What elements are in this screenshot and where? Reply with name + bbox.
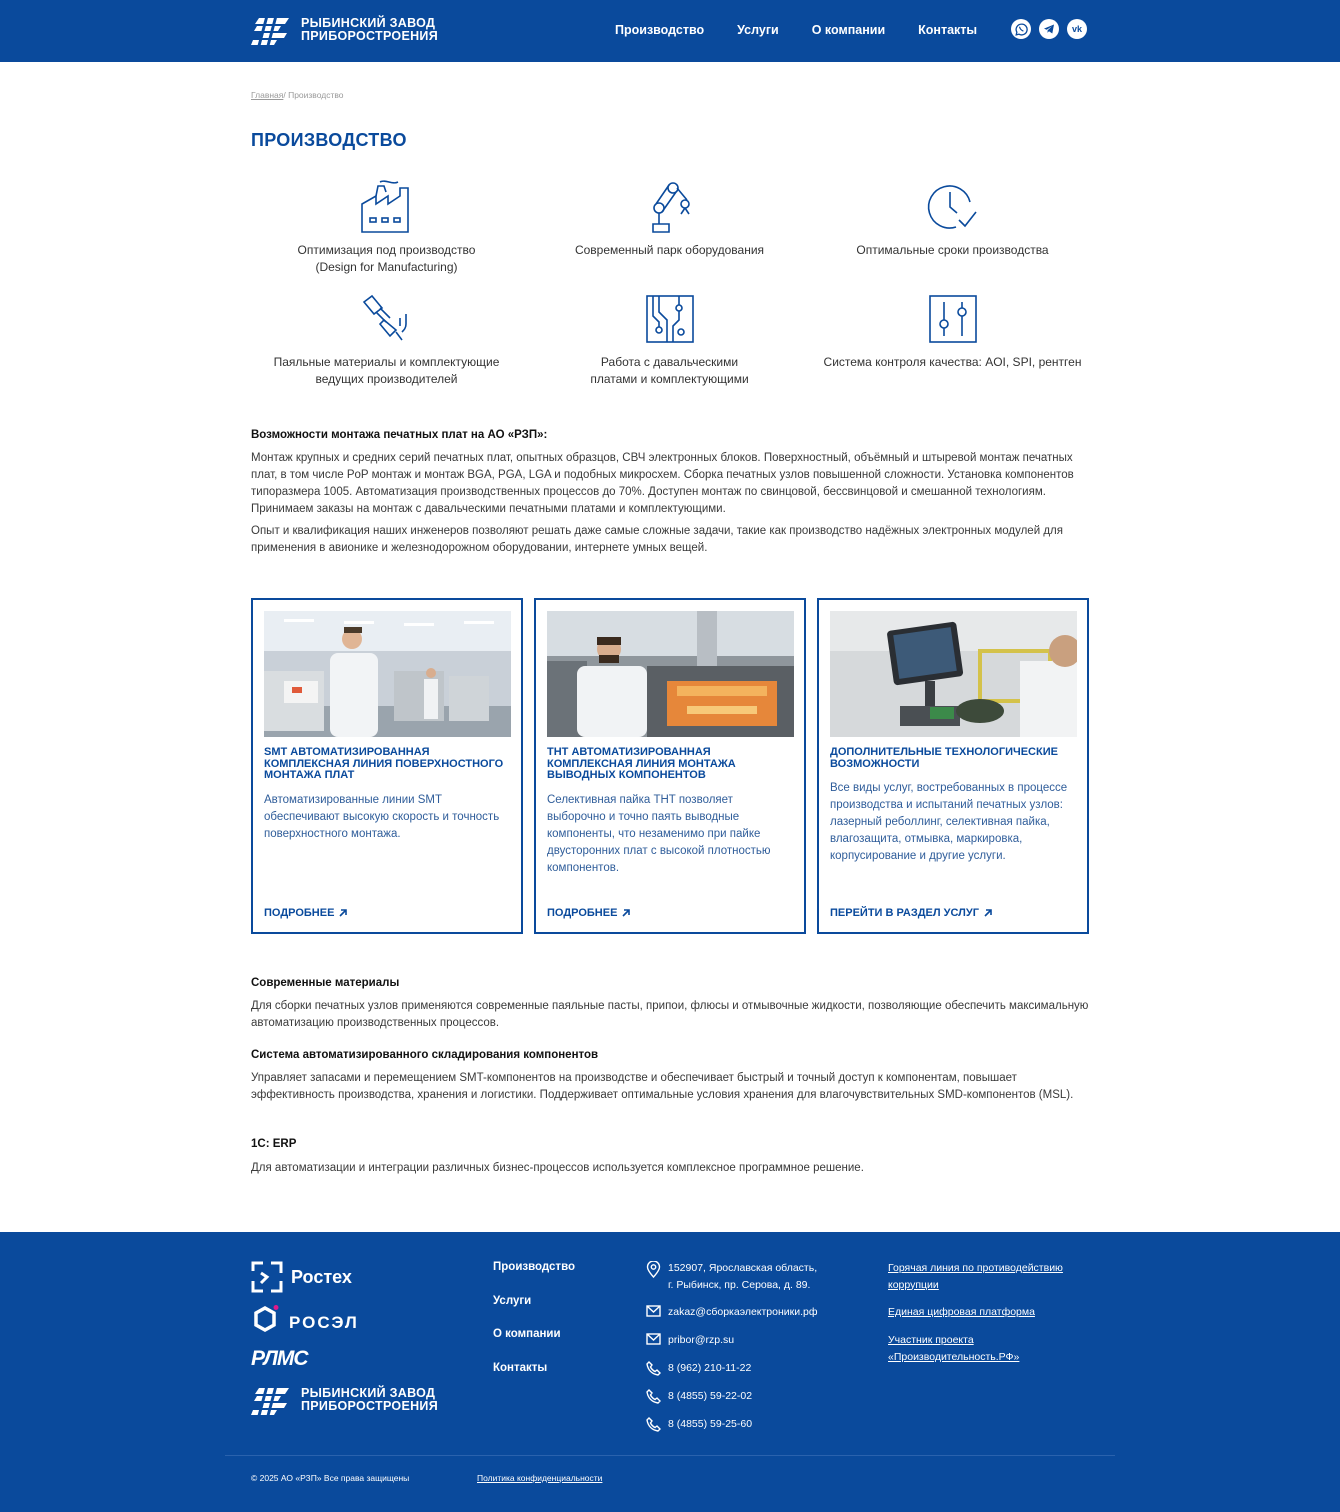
arrow-up-right-icon xyxy=(621,908,631,918)
phone-icon xyxy=(646,1361,661,1376)
storage-heading: Система автоматизированного складирования компонентов xyxy=(251,1049,599,1061)
page-title: ПРОИЗВОДСТВО xyxy=(251,130,407,150)
feature-item xyxy=(811,292,1094,371)
phone-icon xyxy=(646,1417,661,1432)
contact-phone-2[interactable] xyxy=(646,1388,752,1405)
email-text: zakaz@сборкаэлектроники.рф xyxy=(668,1306,818,1318)
contact-address xyxy=(646,1260,817,1293)
logo-line-2: ПРИБОРОСТРОЕНИЯ xyxy=(301,29,438,43)
footer-nav-production[interactable]: Производство xyxy=(493,1261,576,1273)
location-pin-icon xyxy=(646,1261,661,1278)
robot-arm-icon xyxy=(643,180,697,234)
smt-line-photo xyxy=(264,611,511,737)
rostec-logo-icon xyxy=(251,1261,283,1293)
card-title: ДОПОЛНИТЕЛЬНЫЕ ТЕХНОЛОГИЧЕСКИЕ ВОЗМОЖНОСТИ xyxy=(830,746,1058,770)
contact-phone-1[interactable] xyxy=(646,1360,751,1377)
nav-about[interactable]: О компании xyxy=(811,23,886,37)
breadcrumb-home[interactable]: Главная xyxy=(251,90,284,100)
feature-text: Паяльные материалы и комплектующие ведущих производителей xyxy=(273,355,500,386)
feature-item xyxy=(528,292,811,388)
social-links xyxy=(1011,19,1095,39)
privacy-policy-link[interactable]: Политика конфиденциальности xyxy=(477,1473,603,1483)
email-text: pribor@rzp.su xyxy=(668,1334,735,1346)
materials-text: Для сборки печатных узлов применяются современные паяльные пасты, припои, флюсы и отмывочные жидкости, позволяющие обеспечить максимальную автоматизацию производственных процессов. xyxy=(251,1000,1089,1029)
feature-text: Система контроля качества: AOI, SPI, рентген xyxy=(823,355,1082,369)
factory-icon xyxy=(360,180,414,234)
card-description: Селективная пайка THT позволяет выборочно и точно паять выводные компоненты, что незаменимо при пайке двусторонних плат с высокой плотностью компонентов. xyxy=(547,793,771,874)
site-header xyxy=(0,0,1340,62)
logo-text xyxy=(301,1387,438,1413)
capabilities-paragraph-1: Монтаж крупных и средних серий печатных плат, опытных образцов, СВЧ электронных блоков. Поверхностный, объёмный и штыревой монтаж печатных плат, в том числе PoP монтаж и монтаж BGA, PGA, LGA и подобных микросхем. Сборка печатных узлов повышенной сложности. Установка компонентов типоразмера 1005. Автоматизация производственных процессов до 70%. Доступен монтаж по свинцовой, бессвинцовой и смешанной технологиям. Принимаем заказы на монтаж с давальческими печатными платами и комплектующими. xyxy=(251,452,1074,515)
services-section-link[interactable] xyxy=(830,907,993,919)
telegram-icon[interactable] xyxy=(1039,19,1059,39)
card-more-link[interactable] xyxy=(264,907,348,919)
feature-text: Работа с давальческими платами и комплектующими xyxy=(590,355,749,386)
card-link-label: ПОДРОБНЕЕ xyxy=(264,907,335,919)
feature-text: Современный парк оборудования xyxy=(574,243,765,257)
nav-production[interactable]: Производство xyxy=(615,23,705,37)
rostec-label: Ростех xyxy=(291,1266,352,1287)
logo-text xyxy=(301,17,438,43)
storage-text: Управляет запасами и перемещением SMT-компонентов на производстве и обеспечивает быстрый и точный доступ к компонентам, повышает эффективность производства, хранения и логистики. Поддерживает оптимальные условия хранения для влагочувствительных SMD-компонентов (MSL). xyxy=(251,1072,1074,1101)
rzp-logo-icon xyxy=(251,14,291,46)
circuit-board-icon xyxy=(643,292,697,346)
tht-line-photo xyxy=(547,611,794,737)
feature-text: Оптимальные сроки производства xyxy=(856,243,1049,257)
arrow-up-right-icon xyxy=(983,908,993,918)
address-text: 152907, Ярославская область, г. Рыбинск, пр. Серова, д. 89. xyxy=(668,1262,818,1291)
breadcrumb-current: Производство xyxy=(288,90,344,100)
card-link-label: ПЕРЕЙТИ В РАЗДЕЛ УСЛУГ xyxy=(830,907,979,919)
partner-rosel[interactable] xyxy=(251,1305,359,1333)
feature-text: Оптимизация под производство (Design for Manufacturing) xyxy=(297,243,476,274)
breadcrumb xyxy=(251,90,344,100)
partner-rlms[interactable] xyxy=(251,1347,308,1371)
rosel-label: РОСЭЛ xyxy=(289,1313,359,1332)
feature-item xyxy=(528,180,811,259)
footer-nav xyxy=(493,1261,575,1395)
main-nav xyxy=(615,23,1010,37)
anticorruption-hotline-link[interactable]: Горячая линия по противодействию коррупции xyxy=(888,1262,1063,1291)
arrow-up-right-icon xyxy=(338,908,348,918)
site-logo[interactable] xyxy=(251,14,438,46)
card-more-link[interactable] xyxy=(547,907,631,919)
microscope-photo xyxy=(830,611,1077,737)
card-smt xyxy=(251,598,523,934)
contact-email-1[interactable] xyxy=(646,1304,818,1321)
feature-item xyxy=(245,292,528,388)
vk-icon[interactable] xyxy=(1067,19,1087,39)
phone-text: 8 (962) 210-11-22 xyxy=(668,1362,752,1374)
card-additional xyxy=(817,598,1089,934)
site-footer xyxy=(0,1232,1340,1512)
card-title: THT АВТОМАТИЗИРОВАННАЯ КОМПЛЕКСНАЯ ЛИНИЯ МОНТАЖА ВЫВОДНЫХ КОМПОНЕНТОВ xyxy=(547,746,736,781)
card-tht xyxy=(534,598,806,934)
breadcrumb-separator: / xyxy=(283,90,289,100)
nav-contacts[interactable]: Контакты xyxy=(918,23,978,37)
sliders-icon xyxy=(926,292,980,346)
capabilities-paragraph-2: Опыт и квалификация наших инженеров позволяют решать даже самые сложные задачи, такие как производство надёжных электронных модулей для применения в авионике и железнодорожном оборудовании, интернете умных вещей. xyxy=(251,525,1063,554)
feature-item xyxy=(245,180,528,276)
footer-nav-services[interactable]: Услуги xyxy=(493,1294,532,1307)
capabilities-heading: Возможности монтажа печатных плат на АО «РЗП»: xyxy=(251,429,548,441)
phone-text: 8 (4855) 59-22-02 xyxy=(668,1390,753,1402)
logo-line-1: РЫБИНСКИЙ ЗАВОД xyxy=(301,16,436,30)
rzp-logo-icon xyxy=(251,1384,291,1416)
nav-services[interactable]: Услуги xyxy=(737,23,779,37)
card-title: SMT АВТОМАТИЗИРОВАННАЯ КОМПЛЕКСНАЯ ЛИНИЯ ПОВЕРХНОСТНОГО МОНТАЖА ПЛАТ xyxy=(264,746,504,781)
whatsapp-icon[interactable] xyxy=(1011,19,1031,39)
copyright: © 2025 АО «РЗП» Все права защищены xyxy=(251,1473,410,1483)
logo-line-1: РЫБИНСКИЙ ЗАВОД xyxy=(301,1386,436,1400)
productivity-project-link[interactable]: Участник проекта «Производительность.РФ» xyxy=(888,1334,1020,1363)
card-link-label: ПОДРОБНЕЕ xyxy=(547,907,618,919)
digital-platform-link[interactable]: Единая цифровая платформа xyxy=(888,1306,1035,1318)
contact-email-2[interactable] xyxy=(646,1332,734,1349)
contact-phone-3[interactable] xyxy=(646,1416,752,1433)
card-description: Автоматизированные линии SMT обеспечивают высокую скорость и точность поверхностного монтажа. xyxy=(264,793,500,840)
vk-label: vk xyxy=(1071,24,1082,34)
mail-icon xyxy=(646,1305,661,1317)
partner-rostec[interactable] xyxy=(251,1261,352,1293)
rlms-label: РЛМС xyxy=(251,1347,308,1370)
erp-heading: 1С: ERP xyxy=(251,1138,297,1150)
mail-icon xyxy=(646,1333,661,1345)
rosel-logo-icon xyxy=(251,1305,279,1333)
erp-text: Для автоматизации и интеграции различных бизнес-процессов используется комплексное программное решение. xyxy=(251,1162,864,1174)
materials-heading: Современные материалы xyxy=(251,977,400,989)
card-description: Все виды услуг, востребованных в процессе производства и испытаний печатных узлов: лазерный реболлинг, селективная пайка, влагозащита, отмывка, маркировка, корпусирование и другие услуги. xyxy=(830,782,1068,862)
footer-nav-contacts[interactable]: Контакты xyxy=(493,1361,548,1374)
phone-icon xyxy=(646,1389,661,1404)
footer-nav-about[interactable]: О компании xyxy=(493,1328,561,1340)
feature-item xyxy=(811,180,1094,259)
footer-divider xyxy=(225,1455,1115,1456)
soldering-iron-icon xyxy=(360,292,414,346)
footer-logo[interactable] xyxy=(251,1384,438,1416)
phone-text: 8 (4855) 59-25-60 xyxy=(668,1418,753,1430)
logo-line-2: ПРИБОРОСТРОЕНИЯ xyxy=(301,1399,438,1413)
clock-check-icon xyxy=(926,180,980,234)
